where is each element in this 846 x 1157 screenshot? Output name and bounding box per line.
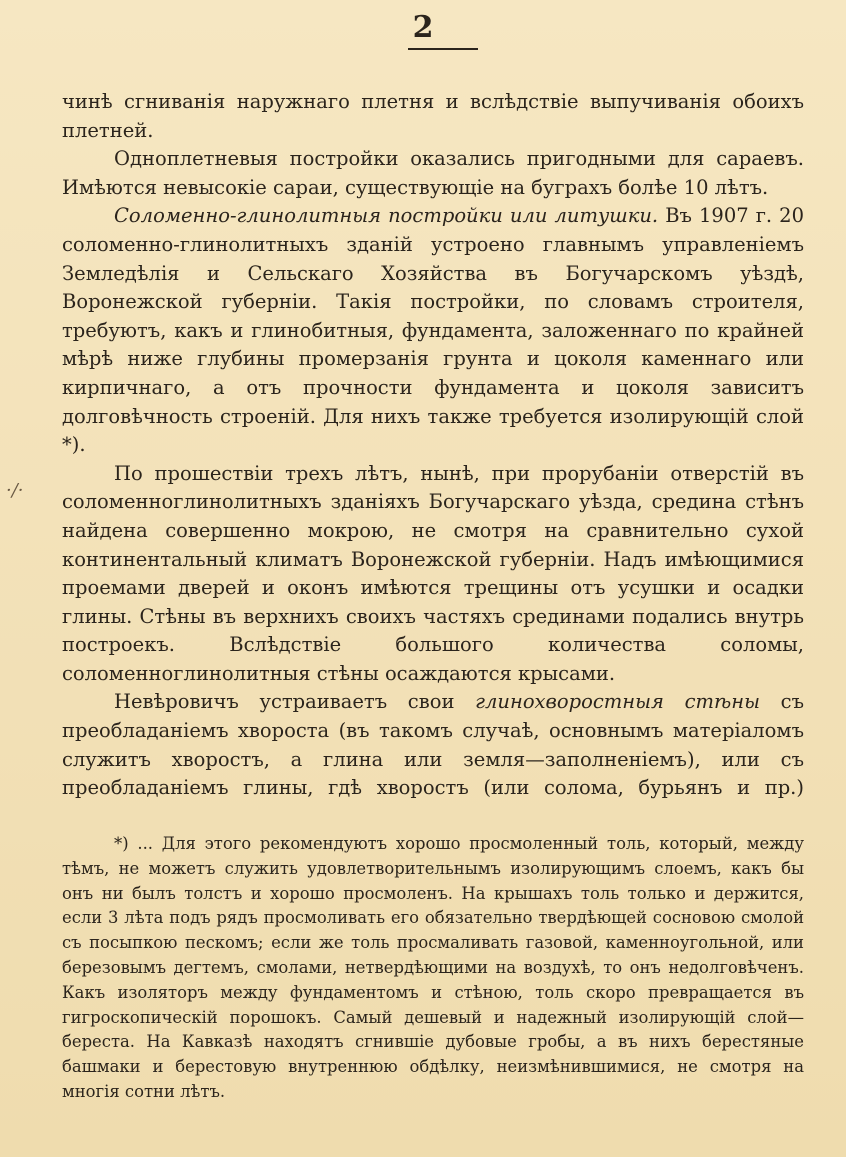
page-number: 2 xyxy=(412,10,434,45)
section-heading-straw-clay: Соломенно-глинолитныя постройки или литушки. xyxy=(114,204,659,228)
footnote: *) ... Для этого рекомендуютъ хорошо просмоленный толь, который, между тѣмъ, не можетъ служить удовлетворительнымъ изолирующимъ слоемъ, какъ бы онъ ни былъ толстъ и хорошо просмоленъ. На крышахъ толь только и держится, если 3 лѣта подъ рядъ просмоливать его обязательно твердѣющей сосновою смолой съ посыпкою пескомъ; если же толь просмаливать газовой, каменноугольной, или березовымъ дегтемъ, смолами, нетвердѣющими на воздухѣ, то онъ недолговѣченъ. Какъ изоляторъ между фундаментомъ и стѣною, толь скоро превращается въ гигроскопическій порошокъ. Самый дешевый и надежный изолирующій слой—береста. На Кавказѣ находятъ сгнившіе дубовые гробы, а въ нихъ берестяные башмаки и берестовую внутреннюю обдѣлку, неизмѣнившимися, не смотря на многія сотни лѣтъ. xyxy=(62,834,804,1101)
main-text xyxy=(62,88,804,803)
paragraph-4-text: По прошествіи трехъ лѣтъ, нынѣ, при прорубаніи отверстій въ соломенноглинолитныхъ зданіяхъ Богучарскаго уѣзда, средина стѣнъ найдена совершенно мокрою, не смотря на сравнительно сухой континентальный климатъ Воронежской губерніи. Надъ имѣющимися проемами дверей и оконъ имѣются трещины отъ усушки и осадки глины. Стѣны въ верхнихъ своихъ частяхъ срединами подались внутрь построекъ. Вслѣдствіе большого количества соломы, соломенноглинолитныя стѣны осаждаются крысами. xyxy=(62,461,804,685)
paragraph-single-wattle xyxy=(62,145,804,202)
paragraph-continuation xyxy=(62,88,804,145)
paragraph-5-text-b: съ преобладаніемъ хвороста (въ такомъ случаѣ, основнымъ матеріаломъ служитъ хворостъ, а глина или земля—заполненіемъ), или съ преобладаніемъ глины, гдѣ хворостъ (или солома, бурьянъ и пр.) xyxy=(62,690,804,800)
footnote-block xyxy=(62,832,804,1105)
paragraph-2-text: Однoплетневыя постройки оказались пригодными для сараевъ. Имѣются невысокіе сараи, существующіе на буграхъ болѣе 10 лѣтъ. xyxy=(62,147,804,199)
paragraph-5-text-a: Невѣровичъ устраиваетъ свои xyxy=(114,690,476,714)
term-clay-brushwood-walls: глинохворостныя стѣны xyxy=(475,690,760,714)
paragraph-three-years xyxy=(62,460,804,689)
paragraph-1-text: чинѣ сгниванія наружнаго плетня и вслѣдствіе выпучиванія обоихъ плетней. xyxy=(62,90,804,142)
paragraph-3-text: Въ 1907 г. 20 соломенно-глинолитныхъ зданій устроено главнымъ управленіемъ Земледѣлія и Сельскаго Хозяйства въ Богучарскомъ уѣздѣ, Воронежской губерніи. Такія постройки, по словамъ строителя, требуютъ, какъ и глинобитныя, фундамента, заложеннаго по крайней мѣрѣ ниже глубины промерзанія грунта и цоколя каменнаго или кирпичнаго, а отъ прочности фундамента и цоколя зависитъ долговѣчность строеній. Для нихъ также требуется изолирующій слой *). xyxy=(62,204,804,457)
margin-mark: ·/· xyxy=(6,480,24,501)
paragraph-straw-clay xyxy=(62,202,804,459)
page-number-underline xyxy=(408,48,478,50)
paragraph-neverovich xyxy=(62,688,804,802)
